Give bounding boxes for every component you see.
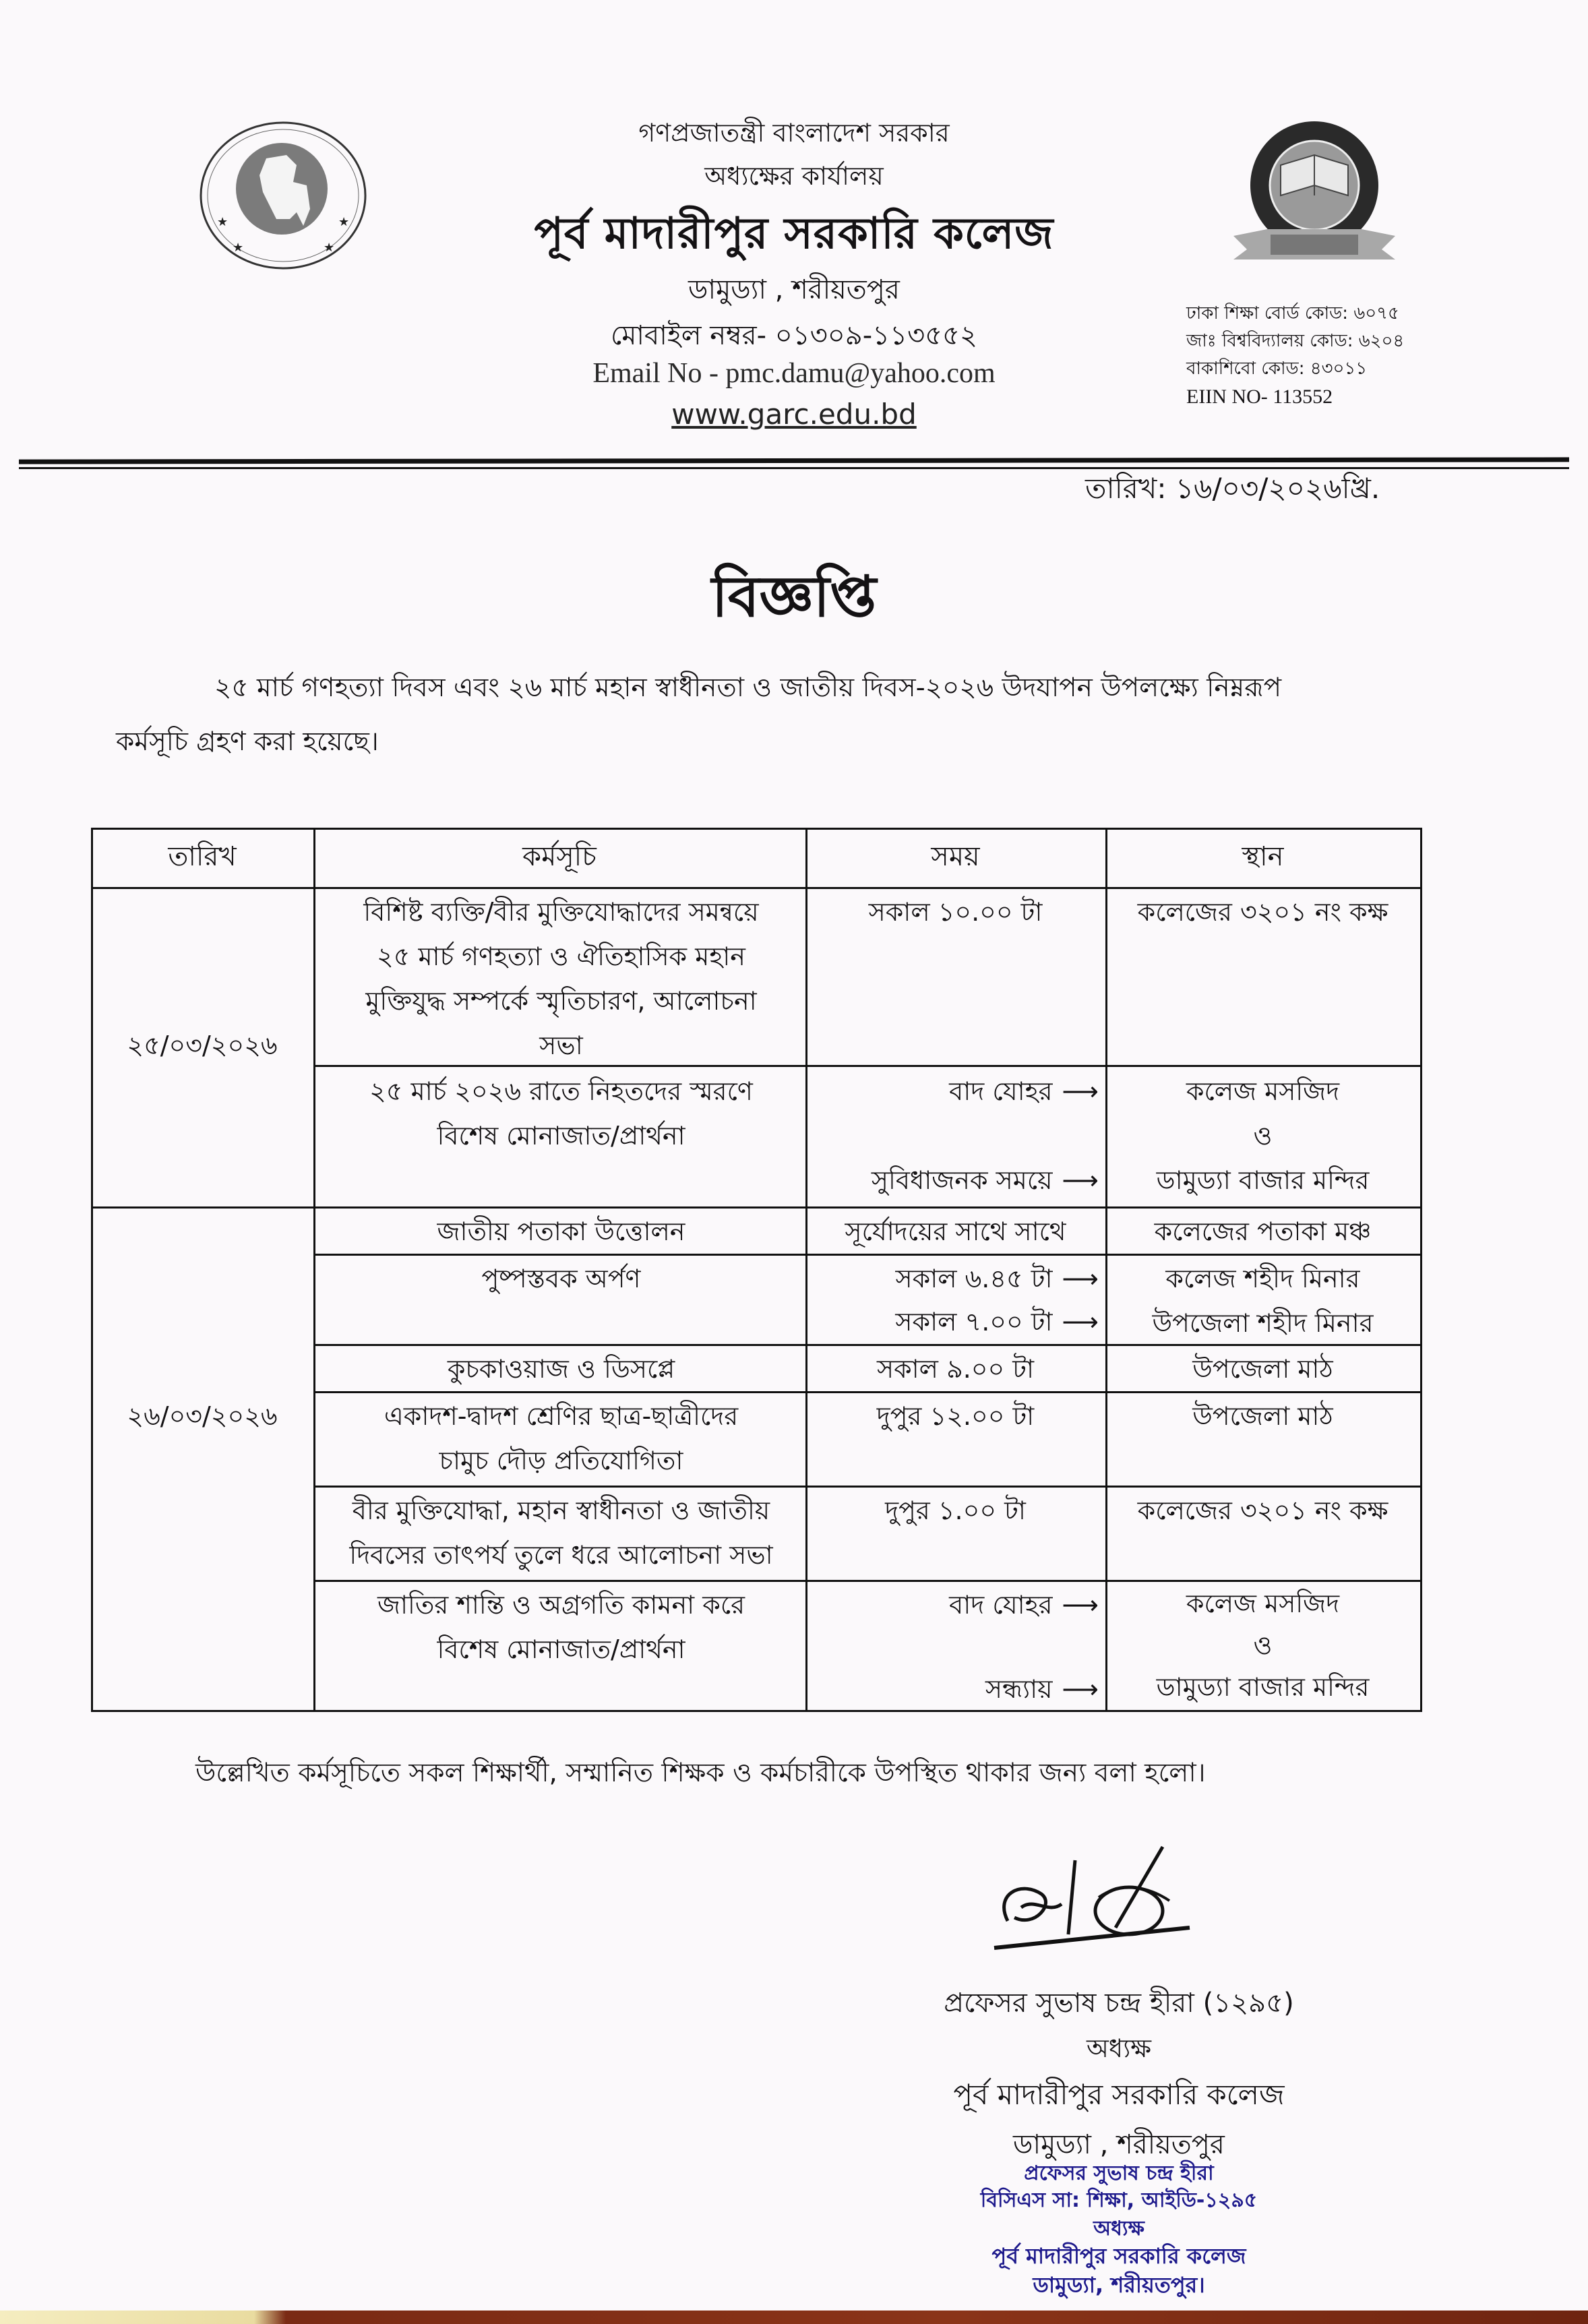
program-line: বিশিষ্ট ব্যক্তি/বীর মুক্তিযোদ্ধাদের সমন্বয়ে	[363, 897, 759, 927]
table-row-program	[317, 890, 805, 1068]
arrow-right-icon: ⟶	[1062, 1590, 1099, 1620]
official-stamp-address: ডামুড্যা, শরীয়তপুর।	[1033, 2272, 1205, 2298]
notice-title: বিজ্ঞপ্তি	[711, 563, 877, 630]
program-line: মুক্তিযুদ্ধ সম্পর্কে স্মৃতিচারণ, আলোচনা	[365, 986, 757, 1016]
signatory-college: পূর্ব মাদারীপুর সরকারি কলেজ	[953, 2078, 1285, 2111]
table-border	[313, 1254, 1422, 1256]
svg-text:★: ★	[217, 215, 228, 229]
table-border	[91, 828, 93, 1712]
place-line: কলেজ মসজিদ	[1186, 1589, 1340, 1618]
table-row-place: উপজেলা মাঠ	[1192, 1354, 1333, 1384]
place-line: ও	[1253, 1121, 1273, 1151]
signature-image	[981, 1840, 1203, 1955]
time-text: সকাল ৭.০০ টা	[895, 1307, 1053, 1337]
signatory-name: প্রফেসর সুভাষ চন্দ্র হীরা (১২৯৫)	[944, 1988, 1294, 2019]
table-row-time	[985, 1667, 1099, 1711]
program-line: সভা	[539, 1031, 583, 1060]
eiin-number: EIIN NO- 113552	[1186, 386, 1333, 408]
program-line: বিশেষ মোনাজাত/প্রার্থনা	[437, 1121, 685, 1151]
arrow-right-icon: ⟶	[1062, 1307, 1099, 1337]
program-line: ২৫ মার্চ গণহত্যা ও ঐতিহাসিক মহান	[377, 942, 745, 971]
table-row-time	[895, 1299, 1099, 1344]
board-code: ঢাকা শিক্ষা বোর্ড কোড: ৬০৭৫	[1186, 303, 1399, 324]
intro-line-1: ২৫ মার্চ গণহত্যা দিবস এবং ২৬ মার্চ মহান স্বাধীনতা ও জাতীয় দিবস-২০২৬ উদযাপন উপলক্ষ্যে নিম্নরূপ	[214, 673, 1282, 703]
table-border	[91, 828, 1422, 830]
table-row-time	[872, 1158, 1099, 1202]
official-stamp-name: প্রফেসর সুভাষ চন্দ্র হীরা	[1024, 2162, 1214, 2185]
signatory-address: ডামুড্যা , শরীয়তপুর	[1013, 2129, 1225, 2160]
program-schedule-table	[91, 828, 1422, 1712]
column-header-place: স্থান	[1242, 841, 1284, 872]
table-row-place	[1105, 1256, 1420, 1345]
program-line: চামুচ দৌড় প্রতিযোগিতা	[439, 1446, 683, 1475]
college-address: ডামুড্যা , শরীয়তপুর	[688, 274, 900, 305]
notice-date: তারিখ: ১৬/০৩/২০২৬খ্রি.	[1085, 472, 1380, 505]
arrow-right-icon: ⟶	[1062, 1165, 1099, 1195]
time-text: বাদ যোহর	[949, 1590, 1053, 1620]
arrow-right-icon: ⟶	[1062, 1076, 1099, 1106]
program-line: বিশেষ মোনাজাত/প্রার্থনা	[437, 1634, 685, 1664]
bteb-code: বাকাশিবো কোড: ৪৩০১১	[1186, 359, 1368, 379]
table-row-place	[1105, 1583, 1420, 1708]
table-row-time: দুপুর ১.০০ টা	[885, 1496, 1026, 1525]
table-row-time	[949, 1069, 1099, 1113]
table-row-time	[896, 1256, 1099, 1301]
official-stamp-id: বিসিএস সা: শিক্ষা, আইডি-১২৯৫	[980, 2189, 1258, 2212]
svg-text:★: ★	[324, 241, 335, 255]
table-row-time: সকাল ১০.০০ টা	[868, 897, 1043, 927]
website-link[interactable]: www.garc.edu.bd	[671, 398, 917, 431]
arrow-right-icon: ⟶	[1062, 1674, 1099, 1704]
svg-text:★: ★	[233, 241, 244, 255]
place-line: কলেজ মসজিদ	[1186, 1076, 1340, 1106]
place-line: ও	[1253, 1630, 1273, 1660]
table-border	[313, 1391, 1422, 1393]
table-row-program: জাতীয় পতাকা উত্তোলন	[437, 1217, 685, 1246]
date-cell: ২৫/০৩/২০২৬	[127, 1031, 278, 1060]
official-stamp-title: অধ্যক্ষ	[1093, 2217, 1144, 2240]
photo-background-edge	[0, 2311, 1588, 2324]
closing-statement: উল্লেখিত কর্মসূচিতে সকল শিক্ষার্থী, সম্মানিত শিক্ষক ও কর্মচারীকে উপস্থিত থাকার জন্য বলা হলো।	[195, 1758, 1206, 1788]
table-border	[91, 1710, 1422, 1712]
program-line: জাতির শান্তি ও অগ্রগতি কামনা করে	[377, 1590, 745, 1620]
place-line: কলেজ শহীদ মিনার	[1165, 1264, 1360, 1293]
place-line: ডামুড্যা বাজার মন্দির	[1156, 1672, 1370, 1702]
college-logo	[1207, 115, 1422, 276]
table-row-time: সকাল ৯.০০ টা	[876, 1354, 1035, 1384]
table-row-time	[949, 1583, 1099, 1627]
table-border	[91, 887, 1422, 889]
government-name: গণপ্রজাতন্ত্রী বাংলাদেশ সরকার	[638, 118, 950, 148]
table-row-place	[1105, 1069, 1420, 1202]
arrow-right-icon: ⟶	[1062, 1264, 1099, 1293]
column-header-date: তারিখ	[168, 841, 237, 872]
column-header-time: সময়	[931, 841, 980, 872]
table-row-place: উপজেলা মাঠ	[1192, 1401, 1333, 1431]
table-border	[91, 1206, 1422, 1209]
time-text: বাদ যোহর	[949, 1076, 1053, 1106]
office-name: অধ্যক্ষের কার্যালয়	[704, 161, 884, 191]
time-text: সকাল ৬.৪৫ টা	[895, 1264, 1053, 1293]
table-row-program	[317, 1583, 805, 1672]
table-border	[313, 1580, 1422, 1582]
date-cell: ২৬/০৩/২০২৬	[127, 1401, 278, 1431]
signatory-title: অধ্যক্ষ	[1086, 2034, 1151, 2063]
table-row-place: কলেজের ৩২০১ নং কক্ষ	[1137, 897, 1388, 927]
table-row-place: কলেজের ৩২০১ নং কক্ষ	[1137, 1496, 1388, 1525]
university-code: জাঃ বিশ্ববিদ্যালয় কোড: ৬২০৪	[1186, 331, 1405, 351]
table-border	[313, 1486, 1422, 1488]
table-row-program: কুচকাওয়াজ ও ডিসপ্লে	[447, 1354, 675, 1384]
table-row-program	[317, 1069, 805, 1158]
table-row-time: দুপুর ১২.০০ টা	[876, 1401, 1035, 1431]
college-name: পূর্ব মাদারীপুর সরকারি কলেজ	[534, 209, 1054, 259]
program-line: একাদশ-দ্বাদশ শ্রেণির ছাত্র-ছাত্রীদের	[384, 1401, 739, 1431]
column-header-program: কর্মসূচি	[522, 841, 597, 872]
program-line: বীর মুক্তিযোদ্ধা, মহান স্বাধীনতা ও জাতীয়	[352, 1496, 770, 1525]
mobile-number: মোবাইল নম্বর- ০১৩০৯-১১৩৫৫২	[610, 320, 978, 351]
table-row-program: পুষ্পস্তবক অর্পণ	[481, 1264, 641, 1293]
intro-line-2: কর্মসূচি গ্রহণ করা হয়েছে।	[116, 727, 379, 757]
table-row-time: সূর্যোদয়ের সাথে সাথে	[845, 1217, 1066, 1246]
table-row-place: কলেজের পতাকা মঞ্চ	[1154, 1217, 1372, 1246]
place-line: ডামুড্যা বাজার মন্দির	[1156, 1165, 1370, 1195]
official-stamp-college: পূর্ব মাদারীপুর সরকারি কলেজ	[991, 2243, 1246, 2269]
program-line: দিবসের তাৎপর্য তুলে ধরে আলোচনা সভা	[349, 1540, 773, 1570]
header-divider-thick	[19, 457, 1569, 464]
email-address: Email No - pmc.damu@yahoo.com	[592, 358, 996, 389]
place-line: উপজেলা শহীদ মিনার	[1152, 1308, 1374, 1338]
table-row-program	[317, 1488, 805, 1577]
program-line: ২৫ মার্চ ২০২৬ রাতে নিহতদের স্মরণে	[369, 1076, 753, 1106]
time-text: সুবিধাজনক সময়ে	[871, 1165, 1053, 1195]
table-row-program	[317, 1394, 805, 1483]
institution-codes	[1186, 300, 1404, 410]
time-text: সন্ধ্যায়	[985, 1674, 1053, 1704]
svg-text:★: ★	[338, 215, 350, 229]
